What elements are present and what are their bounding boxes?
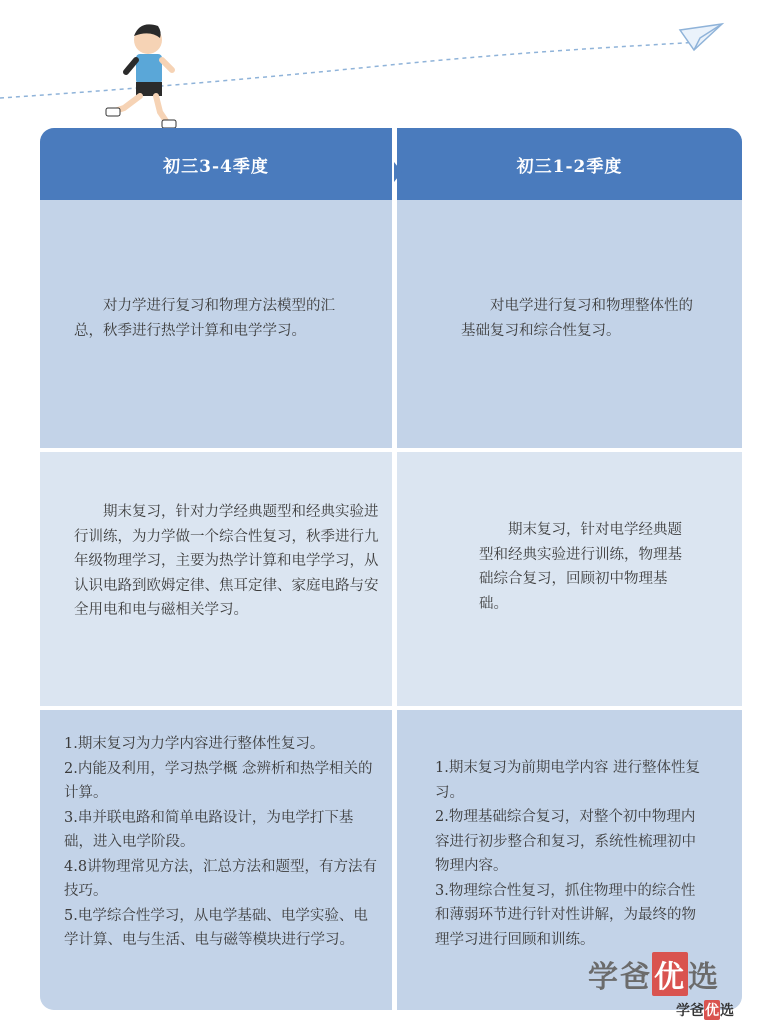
season-comparison-table — [40, 128, 742, 1010]
column-header-right: 初三1-2季度 — [397, 128, 742, 200]
header-arrow-icon — [394, 162, 402, 182]
column-divider — [392, 128, 397, 1010]
brand-highlight: 优 — [704, 1000, 720, 1020]
row1-left-text: 对力学进行复习和物理方法模型的汇总，秋季进行热学计算和电学学习。 — [74, 298, 335, 339]
running-boy-illustration — [106, 24, 176, 128]
logo-text-1: 学爸 — [588, 960, 652, 995]
brand-label — [676, 1000, 734, 1020]
right-list-item: 1.期末复习为前期电学内容 进行整体性复习。 — [435, 760, 700, 801]
row3-left-cell — [40, 710, 392, 1010]
paper-plane-icon — [680, 24, 722, 50]
right-list-item: 2.物理基础综合复习，对整个初中物理内容进行初步整合和复习，系统性梳理初中物理内容。 — [435, 809, 696, 874]
right-list-item: 3.物理综合性复习，抓住物理中的综合性和薄弱环节进行针对性讲解，为最终的物理学习进行回顾和训练。 — [435, 882, 696, 948]
logo-text-2: 选 — [688, 960, 720, 995]
row1-right-cell — [397, 200, 742, 448]
left-list-item: 4.8讲物理常见方法，汇总方法和题型，有方法有技巧。 — [64, 858, 378, 899]
left-list-item: 2.内能及利用，学习热学概 念辨析和热学相关的计算。 — [64, 760, 373, 801]
logo-highlight: 优 — [652, 952, 688, 996]
header-decoration — [0, 0, 772, 140]
brand-text-1: 学爸 — [676, 1003, 704, 1019]
row2-left-text: 期末复习，针对力学经典题型和经典实验进行训练，为力学做一个综合性复习，秋季进行九年级物理学习，主要为热学计算和电学学习，从认识电路到欧姆定律、焦耳定律、家庭电路与安全用电和电与磁相关学习。 — [74, 504, 379, 618]
left-list-item: 5.电学综合性学习，从电学基础、电学实验、电学计算、电与生活、电与磁等模块进行学习。 — [64, 907, 368, 948]
row2-right-cell — [397, 452, 742, 706]
row2-left-cell — [40, 452, 392, 706]
brand-text-2: 选 — [720, 1003, 734, 1019]
dashed-path — [0, 42, 700, 98]
column-header-left: 初三3-4季度 — [40, 128, 392, 200]
left-list-item: 3.串并联电路和简单电路设计，为电学打下基础，进入电学阶段。 — [64, 809, 354, 850]
left-list-item: 1.期末复习为力学内容进行整体性复习。 — [64, 736, 325, 752]
row2-right-text: 期末复习，针对电学经典题型和经典实验进行训练，物理基础综合复习，回顾初中物理基础。 — [479, 522, 682, 612]
row1-right-text: 对电学进行复习和物理整体性的基础复习和综合性复习。 — [461, 298, 693, 339]
row1-left-cell — [40, 200, 392, 448]
watermark-logo — [588, 952, 720, 996]
